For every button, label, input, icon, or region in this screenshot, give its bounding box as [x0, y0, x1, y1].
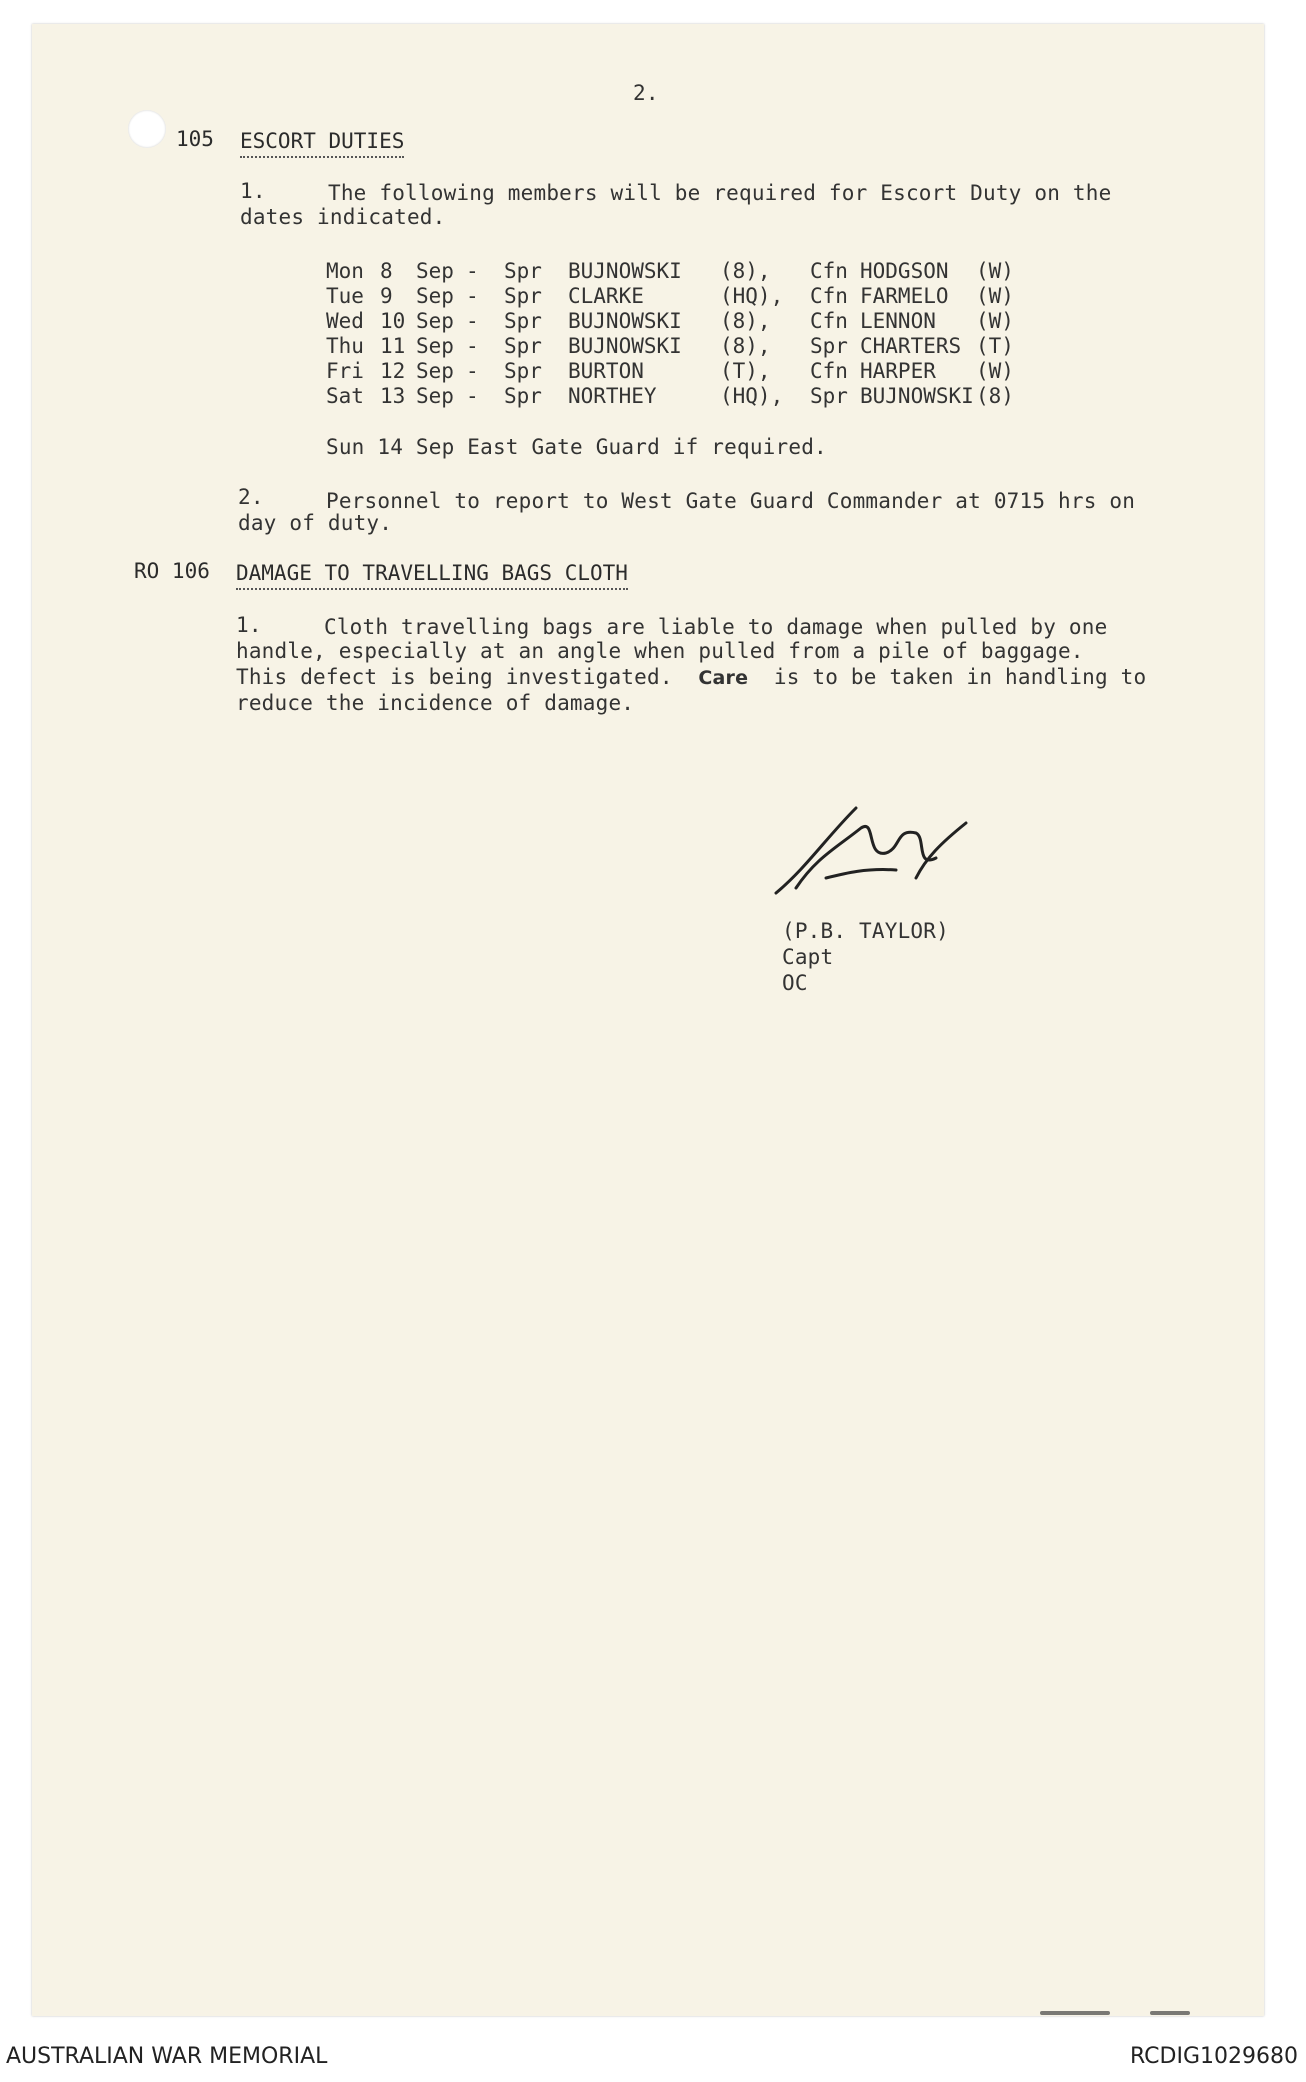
para-number: 1.: [236, 613, 262, 637]
duty-name1: BUJNOWSKI: [568, 259, 682, 283]
damage-line1: Cloth travelling bags are liable to damage when pulled by one: [324, 615, 1108, 639]
punch-hole: [128, 110, 166, 148]
duty-sep: -: [466, 384, 479, 408]
duty-sep: -: [466, 334, 479, 358]
duty-unit1: (8),: [720, 259, 771, 283]
duty-day: Tue: [326, 284, 364, 308]
duty-unit1: (8),: [720, 334, 771, 358]
duty-name2: FARMELO: [860, 284, 949, 308]
duty-sep: -: [466, 284, 479, 308]
duty-unit1: (HQ),: [720, 384, 784, 408]
ink-smudge: [1040, 2011, 1110, 2015]
duty-rank2: Cfn: [810, 259, 848, 283]
duty-month: Sep: [416, 259, 454, 283]
duty-rank1: Spr: [504, 384, 542, 408]
duty-rank2: Spr: [810, 384, 848, 408]
duty-month: Sep: [416, 284, 454, 308]
duty-unit2: (W): [976, 284, 1014, 308]
duty-day: Sat: [326, 384, 364, 408]
duty-name2: CHARTERS: [860, 334, 962, 358]
duty-rank2: Spr: [810, 334, 848, 358]
duty-date: 12: [380, 359, 406, 383]
duty-rank1: Spr: [504, 284, 542, 308]
care-word: Care: [698, 667, 749, 689]
handwritten-signature: [766, 798, 986, 912]
damage-line3-end: is to be taken in handling to: [773, 665, 1147, 689]
duty-day: Fri: [326, 359, 364, 383]
heading-damage-to-travelling-bags: DAMAGE TO TRAVELLING BAGS CLOTH: [236, 560, 628, 590]
para-number: 2.: [238, 485, 264, 509]
duty-unit2: (T): [976, 334, 1014, 358]
duty-sep: -: [466, 309, 479, 333]
duty-name2: HODGSON: [860, 259, 949, 283]
duty-name2: LENNON: [860, 309, 936, 333]
signatory-rank: Capt: [782, 945, 834, 969]
duty-name2: HARPER: [860, 359, 936, 383]
heading-escort-duties: ESCORT DUTIES: [240, 128, 404, 158]
duty-name1: BUJNOWSKI: [568, 334, 682, 358]
ink-smudge: [1150, 2011, 1190, 2015]
duty-date: 13: [380, 384, 406, 408]
escort-para1-line2: dates indicated.: [240, 205, 446, 229]
order-number-105: 105: [176, 127, 214, 151]
duty-rank1: Spr: [504, 259, 542, 283]
escort-para2-line1: Personnel to report to West Gate Guard Commander at 0715 hrs on: [326, 489, 1136, 513]
duty-month: Sep: [416, 384, 454, 408]
duty-date: 9: [380, 284, 393, 308]
duty-unit2: (W): [976, 359, 1014, 383]
duty-rank1: Spr: [504, 359, 542, 383]
duty-date: 10: [380, 309, 406, 333]
para-number: 1.: [240, 179, 266, 203]
sunday-note: Sun 14 Sep East Gate Guard if required.: [326, 435, 827, 459]
duty-name2: BUJNOWSKI: [860, 384, 974, 408]
duty-name1: BURTON: [568, 359, 644, 383]
damage-line3-start: This defect is being investigated.: [236, 665, 673, 689]
duty-day: Thu: [326, 334, 364, 358]
duty-date: 8: [380, 259, 393, 283]
duty-unit2: (8): [976, 384, 1014, 408]
duty-sep: -: [466, 359, 479, 383]
duty-sep: -: [466, 259, 479, 283]
duty-day: Mon: [326, 259, 364, 283]
duty-date: 11: [380, 334, 406, 358]
damage-line3: [236, 664, 1146, 691]
damage-line4: reduce the incidence of damage.: [236, 691, 635, 715]
footer-record-id: RCDIG1029680: [1129, 2044, 1298, 2069]
duty-rank2: Cfn: [810, 359, 848, 383]
damage-line2: handle, especially at an angle when pulled from a pile of baggage.: [236, 639, 1084, 663]
page-number: 2.: [633, 81, 659, 105]
signatory-name: (P.B. TAYLOR): [782, 919, 949, 943]
footer-archive-name: AUSTRALIAN WAR MEMORIAL: [6, 2044, 328, 2069]
duty-month: Sep: [416, 359, 454, 383]
duty-rank1: Spr: [504, 309, 542, 333]
escort-para1-line1: The following members will be required for Escort Duty on the: [328, 181, 1112, 205]
order-number-106: RO 106: [134, 559, 210, 583]
duty-unit2: (W): [976, 259, 1014, 283]
duty-month: Sep: [416, 334, 454, 358]
duty-day: Wed: [326, 309, 364, 333]
duty-name1: BUJNOWSKI: [568, 309, 682, 333]
duty-unit2: (W): [976, 309, 1014, 333]
duty-unit1: (HQ),: [720, 284, 784, 308]
duty-name1: NORTHEY: [568, 384, 657, 408]
duty-unit1: (T),: [720, 359, 771, 383]
duty-rank1: Spr: [504, 334, 542, 358]
duty-rank2: Cfn: [810, 284, 848, 308]
duty-rank2: Cfn: [810, 309, 848, 333]
signatory-appointment: OC: [782, 971, 808, 995]
escort-para2-line2: day of duty.: [238, 511, 393, 535]
duty-month: Sep: [416, 309, 454, 333]
duty-unit1: (8),: [720, 309, 771, 333]
duty-name1: CLARKE: [568, 284, 644, 308]
